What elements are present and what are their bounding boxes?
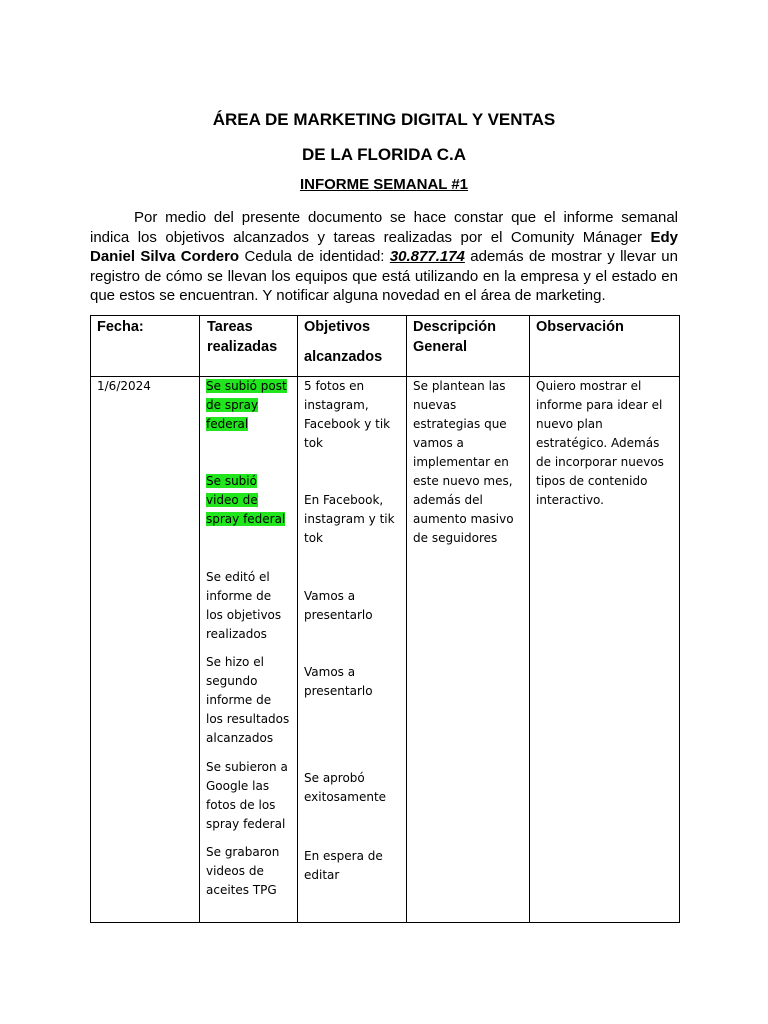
- header-descripcion: Descripción General: [407, 316, 530, 377]
- header-fecha: Fecha:: [91, 316, 200, 377]
- header-objetivos: Objetivos alcanzados: [298, 316, 407, 377]
- cell-descripcion: Se plantean las nuevas estrategias que vamos a implementar en este nuevo mes, además del aumento masivo de seguidores: [407, 377, 530, 923]
- document-title-line1: ÁREA DE MARKETING DIGITAL Y VENTAS: [212, 110, 556, 129]
- objective-item: Se aprobó exitosamente: [304, 771, 387, 804]
- header-observacion: Observación: [530, 316, 680, 377]
- cell-observacion: Quiero mostrar el informe para idear el nuevo plan estratégico. Además de incorporar nuevos tipos de contenido interactivo.: [530, 377, 680, 923]
- report-subtitle: [0, 176, 768, 193]
- objective-item: 5 fotos en instagram, Facebook y tik tok: [304, 379, 391, 450]
- weekly-report-table: [90, 315, 680, 923]
- cedula-number: 30.877.174: [389, 248, 465, 265]
- intro-part2: Cedula de identidad:: [239, 248, 390, 265]
- intro-part3: además de mostrar y llevar un registro de cómo se llevan los equipos que está utilizando en la empresa y el estado en que estos se encuentran. Y notificar alguna novedad en el área de marketing.: [90, 248, 678, 304]
- table-header-row: [91, 316, 680, 377]
- task-item: Se subieron a Google las fotos de los spray federal: [206, 760, 288, 831]
- manager-name: Edy Daniel Silva Cordero: [90, 228, 678, 265]
- task-item: Se subió video de spray federal: [206, 474, 286, 526]
- task-item: Se grabaron videos de aceites TPG: [206, 845, 280, 897]
- header-tareas: Tareas realizadas: [200, 316, 298, 377]
- cell-tareas: [200, 377, 298, 923]
- cell-objetivos: [298, 377, 407, 923]
- objective-item: Vamos a presentarlo: [304, 665, 373, 698]
- objective-item: Vamos a presentarlo: [304, 589, 373, 622]
- intro-part1: Por medio del presente documento se hace constar que el informe semanal indica los objetivos alcanzados y tareas realizadas por el Comunity Mánager: [90, 209, 678, 246]
- intro-paragraph: [90, 208, 678, 306]
- task-item: Se hizo el segundo informe de los resultados alcanzados: [206, 655, 290, 745]
- cell-fecha: 1/6/2024: [91, 377, 200, 923]
- task-item: Se editó el informe de los objetivos realizados: [206, 570, 282, 641]
- report-subtitle-text: INFORME SEMANAL #1: [299, 176, 469, 193]
- document-title-line2: DE LA FLORIDA C.A: [301, 145, 466, 164]
- table-row: [91, 377, 680, 923]
- objective-item: En Facebook, instagram y tik tok: [304, 493, 395, 545]
- objective-item: En espera de editar: [304, 849, 383, 882]
- task-item: Se subió post de spray federal: [206, 379, 287, 431]
